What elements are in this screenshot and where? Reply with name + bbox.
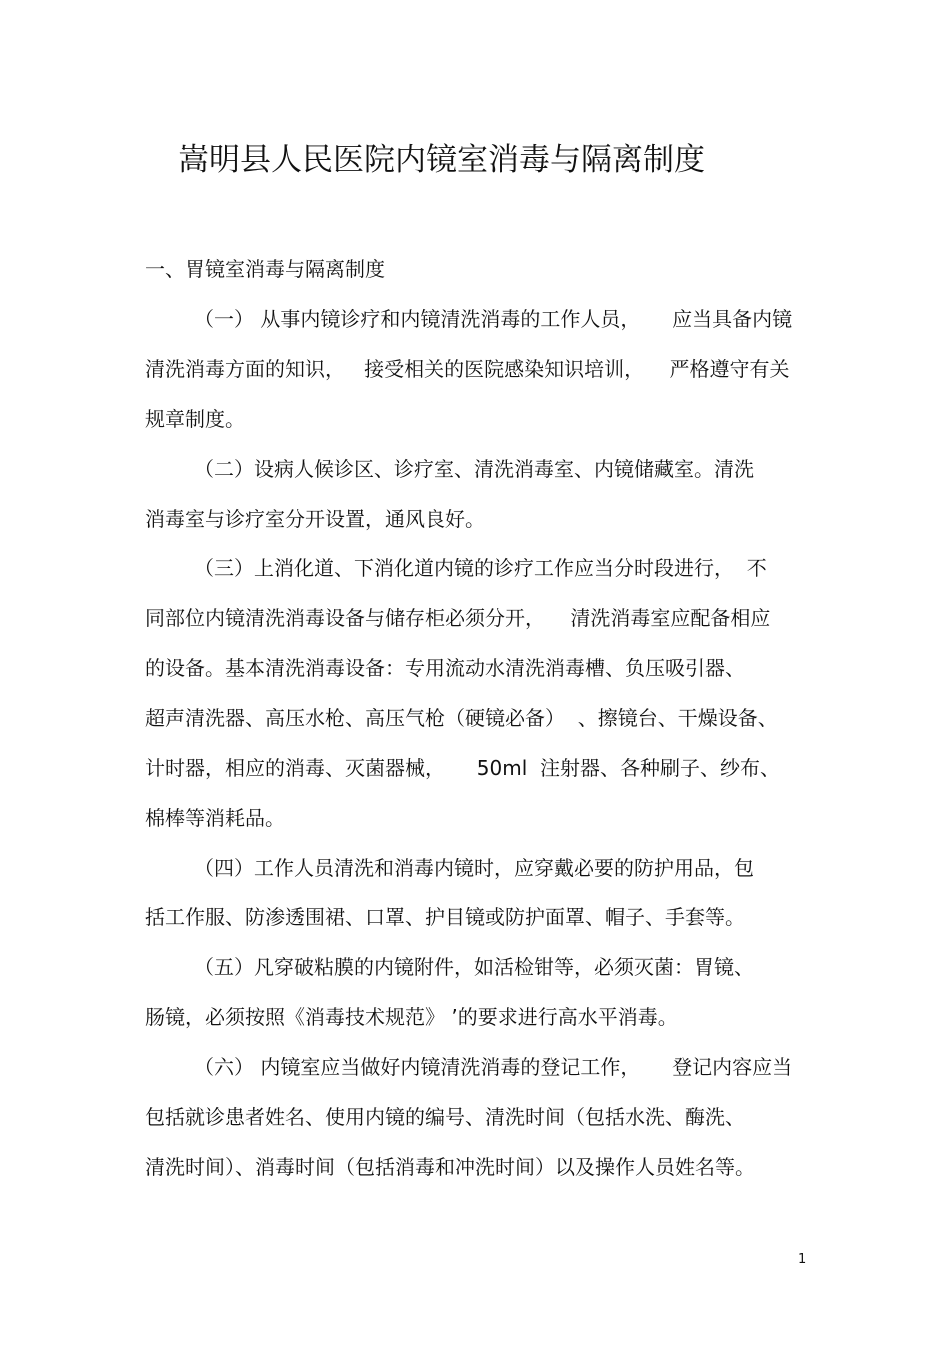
paragraph-line: 计时器，相应的消毒、灭菌器械， 50ml 注射器、各种刷子、纱布、: [145, 756, 780, 780]
paragraph-line: （五）凡穿破粘膜的内镜附件，如活检钳等，必须灭菌：胃镜、: [194, 955, 754, 979]
paragraph-line: （一） 从事内镜诊疗和内镜清洗消毒的工作人员， 应当具备内镜: [194, 307, 793, 331]
paragraph-line: 括工作服、防渗透围裙、口罩、护目镜或防护面罩、帽子、手套等。: [145, 905, 745, 929]
paragraph-line: （四）工作人员清洗和消毒内镜时，应穿戴必要的防护用品，包: [194, 856, 754, 880]
paragraph-line: 包括就诊患者姓名、使用内镜的编号、清洗时间（包括水洗、酶洗、: [145, 1105, 745, 1129]
paragraph-line: （三）上消化道、下消化道内镜的诊疗工作应当分时段进行， 不: [194, 556, 767, 580]
paragraph-line: 肠镜，必须按照《消毒技术规范》 ’的要求进行高水平消毒。: [145, 1005, 678, 1029]
paragraph-line: （二）设病人候诊区、诊疗室、清洗消毒室、内镜储藏室。清洗: [194, 457, 754, 481]
paragraph-line: 的设备。基本清洗消毒设备：专用流动水清洗消毒槽、负压吸引器、: [145, 656, 745, 680]
page-number: 1: [798, 1252, 807, 1267]
paragraph-line: 同部位内镜清洗消毒设备与储存柜必须分开， 清洗消毒室应配备相应: [145, 606, 771, 630]
page-title: 嵩明县人民医院内镜室消毒与隔离制度: [178, 142, 705, 178]
paragraph-line: 棉棒等消耗品。: [145, 806, 285, 830]
paragraph-line: 超声清洗器、高压水枪、高压气枪（硬镜必备） 、擦镜台、干燥设备、: [145, 706, 778, 730]
paragraph-line: 规章制度。: [145, 407, 245, 431]
paragraph-line: 清洗时间）、消毒时间（包括消毒和冲洗时间）以及操作人员姓名等。: [145, 1155, 755, 1179]
paragraph-line: 清洗消毒方面的知识， 接受相关的医院感染知识培训， 严格遵守有关: [145, 357, 790, 381]
paragraph-line: 消毒室与诊疗室分开设置，通风良好。: [145, 507, 485, 531]
section-heading: 一、胃镜室消毒与隔离制度: [145, 257, 385, 281]
paragraph-line: （六） 内镜室应当做好内镜清洗消毒的登记工作， 登记内容应当: [194, 1055, 793, 1079]
